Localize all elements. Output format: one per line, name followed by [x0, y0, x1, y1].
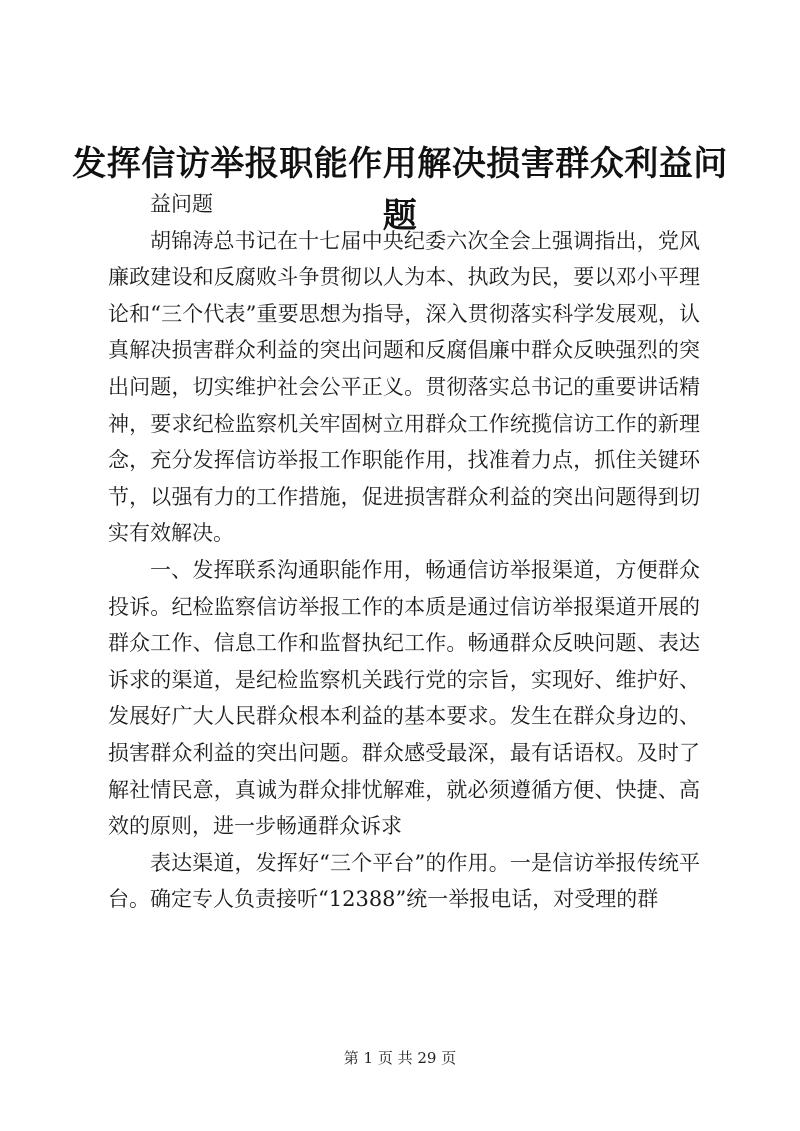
paragraph-intro: 胡锦涛总书记在十七届中央纪委六次全会上强调指出，党风廉政建设和反腐败斗争贯彻以人为本、执政为民，要以邓小平理论和“三个代表”重要思想为指导，深入贯彻落实科学发展观，认真解决损害群众利益的突出问题和反腐倡廉中群众反映强烈的突出问题，切实维护社会公平正义。贯彻落实总书记的重要讲话精神，要求纪检监察机关牢固树立用群众工作统揽信访工作的新理念，充分发挥信访举报工作职能作用，找准着力点，抓住关键环节，以强有力的工作措施，促进损害群众利益的突出问题得到切实有效解决。: [108, 228, 700, 546]
paragraph-section-one: 一、发挥联系沟通职能作用，畅通信访举报渠道，方便群众投诉。纪检监察信访举报工作的本质是通过信访举报渠道开展的群众工作、信息工作和监督执纪工作。畅通群众反映问题、表达诉求的渠道，是纪检监察机关践行党的宗旨，实现好、维护好、发展好广大人民群众根本利益的基本要求。发生在群众身边的、损害群众利益的突出问题。群众感受最深，最有话语权。及时了解社情民意，真诚为群众排忧解难，就必须遵循方便、快捷、高效的原则，进一步畅通群众诉求: [108, 557, 700, 839]
page-number-footer: 第 1 页 共 29 页: [343, 1049, 457, 1067]
document-body: [108, 186, 700, 918]
paragraph-three-platforms: 表达渠道，发挥好“三个平台”的作用。一是信访举报传统平台。确定专人负责接听“12388”统一举报电话，对受理的群: [108, 850, 700, 912]
paragraph-subtitle-fragment: 益问题: [150, 192, 213, 216]
document-title: 发挥信访举报职能作用解决损害群众利益问题: [72, 144, 728, 236]
